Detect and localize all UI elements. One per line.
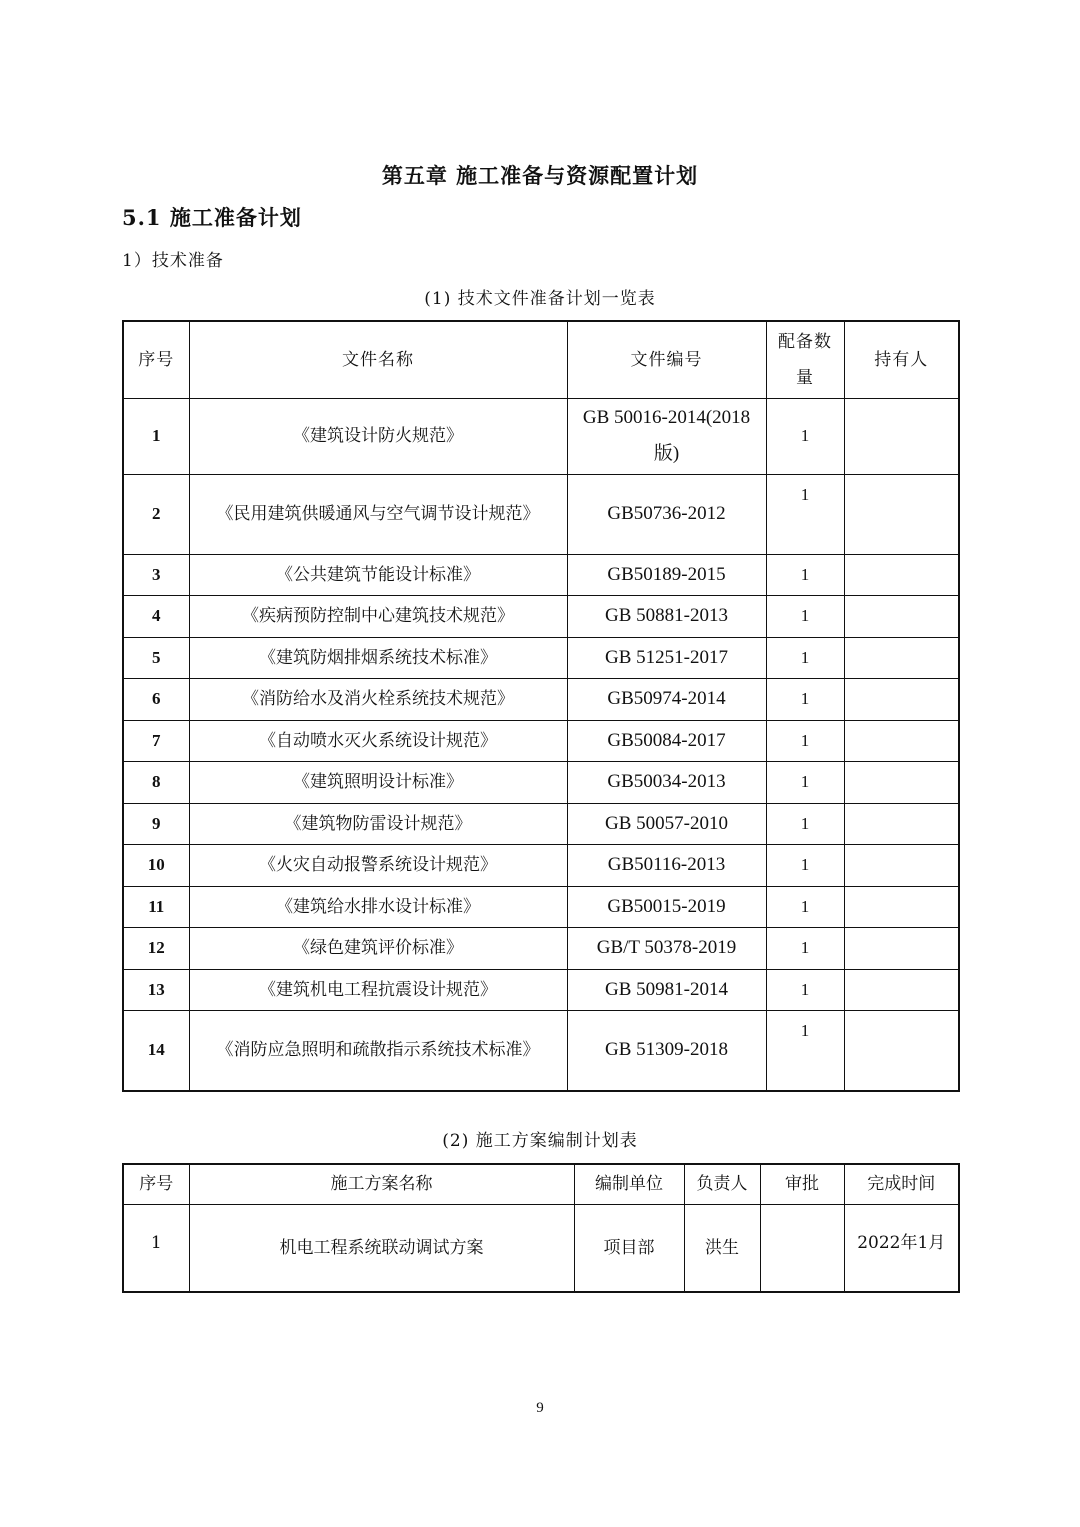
table2-caption: (2) 施工方案编制计划表 — [442, 1131, 638, 1151]
document-name: 《火灾自动报警系统设计规范》 — [189, 845, 567, 887]
document-qty: 1 — [766, 474, 844, 554]
row-number: 11 — [123, 886, 189, 928]
document-qty: 1 — [766, 845, 844, 887]
table1-caption: (1) 技术文件准备计划一览表 — [424, 289, 656, 309]
document-name: 《民用建筑供暖通风与空气调节设计规范》 — [189, 474, 567, 554]
document-code: GB 50881-2013 — [567, 596, 766, 638]
document-name: 《消防应急照明和疏散指示系统技术标准》 — [189, 1011, 567, 1091]
header-name: 文件名称 — [189, 321, 567, 398]
section-heading: 5.1 施工准备计划 — [122, 205, 302, 230]
header-qty: 配备数量 — [766, 321, 844, 398]
document-code: GB 51309-2018 — [567, 1011, 766, 1091]
document-code: GB/T 50378-2019 — [567, 928, 766, 970]
header-approve: 审批 — [760, 1164, 844, 1204]
document-holder — [844, 679, 959, 721]
document-holder — [844, 803, 959, 845]
header-no: 序号 — [123, 1164, 189, 1204]
document-qty: 1 — [766, 637, 844, 679]
row-number: 10 — [123, 845, 189, 887]
document-code: GB50189-2015 — [567, 554, 766, 596]
row-number: 4 — [123, 596, 189, 638]
plan-name: 机电工程系统联动调试方案 — [189, 1204, 574, 1292]
row-number: 3 — [123, 554, 189, 596]
table-row — [123, 803, 959, 845]
table-row — [123, 762, 959, 804]
plan-date: 2022年1月 — [844, 1204, 959, 1292]
table-row — [123, 596, 959, 638]
table-row — [123, 886, 959, 928]
row-number: 6 — [123, 679, 189, 721]
document-code: GB50015-2019 — [567, 886, 766, 928]
header-owner: 负责人 — [684, 1164, 760, 1204]
chapter-title: 第五章 施工准备与资源配置计划 — [381, 163, 699, 188]
document-qty: 1 — [766, 803, 844, 845]
document-code: GB50084-2017 — [567, 720, 766, 762]
header-holder: 持有人 — [844, 321, 959, 398]
document-holder — [844, 1011, 959, 1091]
document-qty: 1 — [766, 720, 844, 762]
document-name: 《公共建筑节能设计标准》 — [189, 554, 567, 596]
document-name: 《建筑设计防火规范》 — [189, 398, 567, 474]
table-row — [123, 969, 959, 1011]
technical-documents-table — [122, 320, 960, 1092]
document-code: GB 50057-2010 — [567, 803, 766, 845]
document-name: 《消防给水及消火栓系统技术规范》 — [189, 679, 567, 721]
document-name: 《建筑机电工程抗震设计规范》 — [189, 969, 567, 1011]
document-qty: 1 — [766, 679, 844, 721]
document-qty: 1 — [766, 1011, 844, 1091]
document-name: 《建筑照明设计标准》 — [189, 762, 567, 804]
document-holder — [844, 554, 959, 596]
row-number: 8 — [123, 762, 189, 804]
document-holder — [844, 928, 959, 970]
table-row — [123, 1011, 959, 1091]
row-number: 12 — [123, 928, 189, 970]
subsection-heading: 1）技术准备 — [122, 251, 224, 271]
header-code: 文件编号 — [567, 321, 766, 398]
plan-row-number: 1 — [123, 1204, 189, 1292]
document-code: GB50034-2013 — [567, 762, 766, 804]
document-holder — [844, 637, 959, 679]
plan-approve — [760, 1204, 844, 1292]
header-unit: 编制单位 — [574, 1164, 684, 1204]
document-qty: 1 — [766, 596, 844, 638]
document-name: 《建筑防烟排烟系统技术标准》 — [189, 637, 567, 679]
table-row — [123, 637, 959, 679]
document-holder — [844, 762, 959, 804]
document-holder — [844, 596, 959, 638]
document-name: 《建筑给水排水设计标准》 — [189, 886, 567, 928]
document-code: GB50974-2014 — [567, 679, 766, 721]
document-holder — [844, 474, 959, 554]
row-number: 14 — [123, 1011, 189, 1091]
plan-unit: 项目部 — [574, 1204, 684, 1292]
document-holder — [844, 720, 959, 762]
row-number: 5 — [123, 637, 189, 679]
document-holder — [844, 886, 959, 928]
document-qty: 1 — [766, 554, 844, 596]
document-code: GB 50981-2014 — [567, 969, 766, 1011]
page-number: 9 — [536, 1400, 544, 1416]
document-holder — [844, 398, 959, 474]
document-holder — [844, 845, 959, 887]
header-no: 序号 — [123, 321, 189, 398]
table-row — [123, 928, 959, 970]
row-number: 7 — [123, 720, 189, 762]
document-code: GB 51251-2017 — [567, 637, 766, 679]
row-number: 9 — [123, 803, 189, 845]
row-number: 2 — [123, 474, 189, 554]
document-name: 《自动喷水灭火系统设计规范》 — [189, 720, 567, 762]
table-row — [123, 845, 959, 887]
table-header-row — [123, 1164, 959, 1204]
document-code: GB50116-2013 — [567, 845, 766, 887]
table-row — [123, 474, 959, 554]
document-holder — [844, 969, 959, 1011]
document-name: 《疾病预防控制中心建筑技术规范》 — [189, 596, 567, 638]
document-qty: 1 — [766, 398, 844, 474]
table-row — [123, 679, 959, 721]
document-name: 《建筑物防雷设计规范》 — [189, 803, 567, 845]
document-qty: 1 — [766, 928, 844, 970]
row-number: 13 — [123, 969, 189, 1011]
table-row — [123, 720, 959, 762]
document-name: 《绿色建筑评价标准》 — [189, 928, 567, 970]
row-number: 1 — [123, 398, 189, 474]
document-qty: 1 — [766, 886, 844, 928]
document-qty: 1 — [766, 762, 844, 804]
table-row — [123, 398, 959, 474]
document-code: GB 50016-2014(2018版) — [567, 398, 766, 474]
document-qty: 1 — [766, 969, 844, 1011]
header-plan-name: 施工方案名称 — [189, 1164, 574, 1204]
table-row — [123, 554, 959, 596]
plan-owner: 洪生 — [684, 1204, 760, 1292]
table-header-row — [123, 321, 959, 398]
header-date: 完成时间 — [844, 1164, 959, 1204]
construction-plan-table — [122, 1163, 960, 1293]
table-row — [123, 1204, 959, 1292]
document-code: GB50736-2012 — [567, 474, 766, 554]
